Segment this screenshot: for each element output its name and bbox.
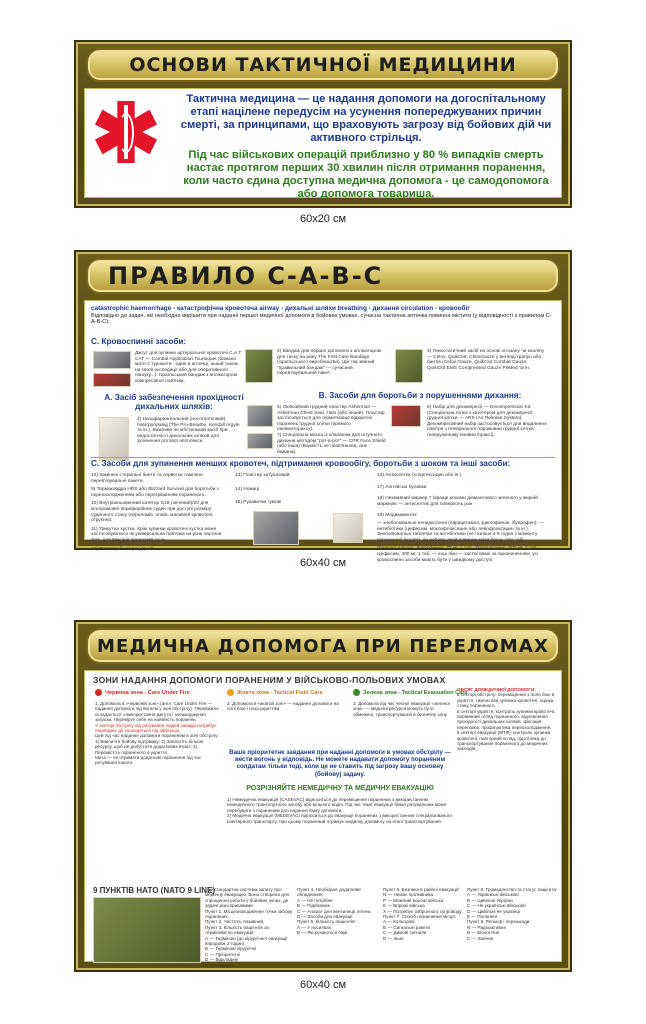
stand2-divider — [91, 457, 555, 458]
soldiers-photo — [93, 897, 201, 963]
zone-green: Зелена зона - Tactical Evacuation Care — [353, 689, 468, 696]
medevac-text: 1) Немедична евакуація (CASEVAC) відноситься до переміщення поранених з використанням немедичного транспортного засобу або вільного водія. Під час такої евакуації бійця рятувальник може перебувати з пораненим для надання йому допомоги. 2) Медична евакуація (MEDEVAC) відноситься до евакуації поранених з використанням спеціалізованого санітарного транспорту, при цьому поранений отримує медичну допомогу на етапі транспортування. — [227, 797, 452, 824]
cabc-legend: catastrophic haemorrhage - катастрофічна кровотеча airway - дихальні шляхи breathing - дихання circulation - кровообіг — [91, 305, 470, 312]
stand-fracture-care — [74, 620, 572, 972]
column-c — [91, 337, 241, 346]
stand2-size-caption: 60x40 см — [299, 557, 347, 569]
priority-text: Ваше пріоритетне завдання при наданні допомоги в умовах обстрілу — вести вогонь у відповідь. Не можете надавати допомогу пораненим солдатам тільки тоді, коли це не ставить під загрозу вашу основну (бойову) задачу. — [229, 749, 451, 778]
list-item: 15) Рукавички гумові — [235, 500, 282, 506]
section-a-text: 4) Назофарингеальний (носоглотковий) повітропровід (The Pro-Breathe, Kendall Argyle та ін.). Важливо не кібстенький засіб при недостатності дихальних шляхів для зупинення ротової апоплекси. — [137, 417, 240, 445]
items-right-list — [377, 473, 557, 563]
medication-note-2: Приклад набору: Диклофенак, 75 мг, 1 таб.; Парацетамол, 500 мг, 2 таб.; Цефіксим, 400 мг, 1 таб. — інші ліки — застосовані за призначенням; усі кровоспинні засоби мають бути у швидкому доступі. — [377, 546, 540, 563]
green-zone-icon — [353, 689, 360, 696]
list-item: 9) Термоковдра HRS або Blizzard Survival для боротьби з переохолодженням або перегріванням пораненого. — [91, 487, 219, 498]
stand1-text — [179, 93, 553, 201]
list-item: 10) Внутрішньовенний катетер G18 (зелений)/20 для кілограмової периферійних судин при доступі розміру судинного стану (переломів, опіків, масивній кровотечі, отруєнні). — [91, 501, 214, 524]
stand2-title: ПРАВИЛО С-А-В-С — [108, 262, 384, 290]
section-a-heading: А. Засіб забезпечення прохідності дихальних шляхів: — [104, 393, 244, 411]
side-notes: ОБСЯГ ДОМЕДИЧНОЇ ДОПОМОГИ: в секторі обстрілу: переміщення з поля бою в укриття, тимчасова зупинка кровотечі, оцінка стану пораненого. в секторі укриття: контроль зупинки кровотечі, первинний огляд пораненого, відновлення прохідності дихальних шляхів, фіксація переломів, профілактика переохолодження. в секторі евакуації (МТФ): контроль зупинки кровотечі, повторний огляд, підготовка до транспортування пораненого до медичних закладів. — [457, 687, 556, 752]
section-c-mid-text: 2) Бандаж для першої допомоги з аплікатором для тиску на рану The First Care Bandage (ізраїльського виробництва). Ще так званий "правильний бандаж" — сучасний перев'язувальний пакет. — [277, 349, 382, 377]
stand3-size-caption: 60x40 см — [299, 979, 347, 991]
stand3-banner — [86, 628, 560, 664]
list-item: 12) Пластир бактерицидний. — [91, 546, 155, 552]
items-mid-list — [235, 473, 315, 506]
halo-seal-image — [333, 513, 363, 543]
section-c-text: Джгут для зупинки артеріальної кровотечі С.А.Т. CAT — Combat Application Tourniquet (бажано мати 2 турнікети - один в аптечці, інший також на своїй експедиції або для оперативного пошуку...). Ізраїльський бандаж з аплікатором компресійної пов'язки. — [135, 351, 243, 384]
zone-yellow: Жовта зона - Tactical Field Care — [227, 689, 323, 696]
stand2-banner — [86, 258, 560, 294]
nato-text-1: - це стандартна система запиту про медичну евакуацію. Вона створена для спрощення роботи у бойових зонах, де задачі різні кривавими. Пункт 1. Місцезнаходження точки забору поранених. Пункт 2. Частота, позивний. Пункт 3. Кількість пацієнтів за терміновістю евакуації: А — Термінові (до хірургічної евакуації впродовж 2 годин) В — Термінові хірургічні С — Пріоритетні D — Відкладені Е — Незначні — [205, 887, 293, 968]
bandage-image — [93, 373, 131, 387]
nato-text-3: Пункт 6. Безпека в районі евакуації: N — Немає противника P — Можливі ворожі війська E — Ворожі війська X — Потребує озброєного супроводу Пункт 7. Спосіб позначення місця: А — Кольорові В — Сигнальні ракети С — Димові сигнали D — Інше — [383, 887, 462, 941]
list-item: 14) Ножиці — [235, 486, 260, 492]
scissors-gloves-image — [253, 511, 299, 545]
zones-title: ЗОНИ НАДАННЯ ДОПОМОГИ ПОРАНЕНИМ У ВІЙСЬКОВО-ПОЛЬОВИХ УМОВАХ — [93, 675, 446, 685]
chest-seal-image — [247, 405, 273, 427]
section-b-text-2: 7) Спеціальна маска із клапаном для штучного дихання методом "рот-в-рот" — CPR Face Shield (або інша) (Важкість не обов'язкова, але бажана). — [277, 433, 386, 455]
decompression-needle-image — [391, 405, 421, 427]
stand1-banner — [86, 48, 560, 82]
green-zone-text: 3. Допомога під час чесної евакуації «зеленої зоні» — медичні ресурси можуть бути обмежені, транспортування в безпечну зону. — [353, 701, 451, 717]
nato-heading: 9 ПУНКТІВ НАТО (NATO 9 LINE) — [93, 886, 216, 895]
stand1-size-caption: 60x20 см — [299, 213, 347, 225]
yellow-zone-text: 2. Допомога в «жовтій зоні» — надання допомоги на полі бою і поза укриттям. — [227, 701, 339, 712]
nato-text-2: Пункт 4. Необхідне додаткове обладнання: А — Не потрібне В — Підйомник С — Апарат для вентиляції легень D — Засоби для евакуації Пункт 5. Кількість пацієнтів: А — У носилках В — Які рухаються самі — [297, 887, 371, 936]
medevac-heading: РОЗРІЗНЯЙТЕ НЕМЕДИЧНУ ТА МЕДИЧНУ ЕВАКУАЦІЮ — [246, 785, 434, 792]
stand3-title: МЕДИЧНА ДОПОМОГА ПРИ ПЕРЕЛОМАХ — [96, 635, 550, 657]
section-b-text: 5) Оклюзійний грудний пластир Asherman — Asherman Chest Seal, Halo (або інший). Пластир застосовується для герметизації відкритих поранень грудної клітки (прямого пневмотораксу). — [277, 405, 385, 433]
stand3-panel — [84, 670, 562, 968]
list-item: 16) Антисептик (хлоргексидин або ін.) — [377, 473, 462, 478]
tourniquet-image — [93, 351, 131, 369]
red-zone-text: 1. Допомога в «червоній зоні» (англ. Care Under Fire — надання допомоги під вогнем у зоні обстрілу). Переважно складається з використання джгута і знешкодження загрози. Перевірте себе на наявність поранень. У секторі обстрілу хід рятування людей завжди потребує перевірки; дії знаходяться під загрозою. Цей під час надання допомоги пораненим в зоні обстрілу: 1) Викличте бойову підтримку; 2) Заплатіть більше ресурсу, щоб не допустити додаткових втрат; 3) Перемістіть пораненого в укриття. Мета — не отримати додаткові поранення під час рятування іншого. — [95, 701, 219, 766]
nasopharyngeal-airway-image — [99, 417, 129, 461]
nato-text-4: Пункт 8. Громадянство та статус пацієнта: А — Українські військові В — Цивільні України С — Не українські військові D — Цивільні не українці Е — Полонені Пункт 9. Рельєф і перешкоди: N — Радіоактивне В — Біологічне С — Хімічне — [467, 887, 558, 941]
section-c2-heading: С. Засоби для зупинення менших кровотеч, підтримання кровообігу, боротьби з шоком та інші засоби: — [91, 459, 511, 468]
zone-red: Червона зона - Care Under Fire — [95, 689, 190, 696]
list-item: 18) Незмивний маркер ? (краще роками діамантового зеленого у жирній маркерів — антисептик для поверхонь ран — [377, 496, 538, 507]
items-left-list — [91, 473, 231, 552]
cabc-intro: Відповідно до задач, які необхідно вирішити при наданні першої медичної допомоги в бойових умовах, сучасна тактична аптечка повинна містити (у відповідності з правилом С-А-В-С): — [91, 313, 552, 325]
list-item: 10) Замінені стерильні бинти та серветки тампони перев'язувальні пакети. — [91, 473, 203, 484]
stand1-paragraph-1: Тактична медицина — це надання допомоги на догоспітальному етапі націлене передусім на усунення попереджуваних причин смерті, за принципами, що враховують загрозу від бойових дій чи активного стрільця. — [180, 93, 552, 144]
stand1-panel — [84, 88, 562, 198]
section-b-right-text: 6) Набір для декомпресії — Decompression Kit. (Спеціальна голка з катетером для декомпресії грудної клітки — ARS (Air Release System). Декомпресійний набір застосовується для видалення повітря з плевральної порожнини грудної клітки (напруженому пневмотораксі). — [427, 405, 547, 438]
spare-kit-image — [247, 433, 273, 449]
list-item: 19) Медикаменти: — [377, 513, 418, 519]
red-zone-icon — [95, 689, 102, 696]
section-c-heading: С. Кровоспинні засоби: — [91, 337, 187, 346]
hemostatic-gauze-image — [395, 349, 423, 383]
medication-note: — знеболювальні ненаркотичні (парацетамол, диклофенак, ібупрофен); — антибіотики (цефіксим, моксифлоксацин або левофлоксацин та ін.). Знеболювальні таблетки та антибіотики (не пізніше 4-6 годин з моменту поранення) входять до набору, який повинен мати боєць при собі. — [377, 520, 544, 543]
section-b-heading: В. Засоби для боротьби з порушеннями дихання: — [318, 391, 522, 400]
list-item: 13) Пластир котушковий. — [235, 473, 291, 478]
stand1-paragraph-2: Під час військових операцій приблизно у 80 % випадків смерть настає протягом перших 30 хвилин після отримання поранення, коли часто єдина доступна медична допомога - це самодопомога або допомога товариша. — [183, 149, 549, 200]
israeli-bandage-image — [245, 349, 273, 383]
section-c-right-text: 3) Гемостатичний засіб на основі хітозану чи каоліну — Celox, QuikClot, ChitoGauze у вигляді гранул або бинтів (Celox Gauze, QuikClot Combat Gauze, QuikClot EMS Compressed Gauze PriMed та ін. — [427, 349, 545, 371]
list-item: 17) Англійські булавки — [377, 484, 427, 490]
yellow-zone-icon — [227, 689, 234, 696]
stand1-title: ОСНОВИ ТАКТИЧНОЇ МЕДИЦИНИ — [129, 54, 517, 76]
stand-tactical-medicine — [74, 40, 572, 208]
list-item: 11) Трикутна хустка. Крім зупинки кровотечі хустка може застосовуватися як універсальна пов'язка на різні частини тіла, для фіксації переломів та ін. — [91, 526, 222, 543]
